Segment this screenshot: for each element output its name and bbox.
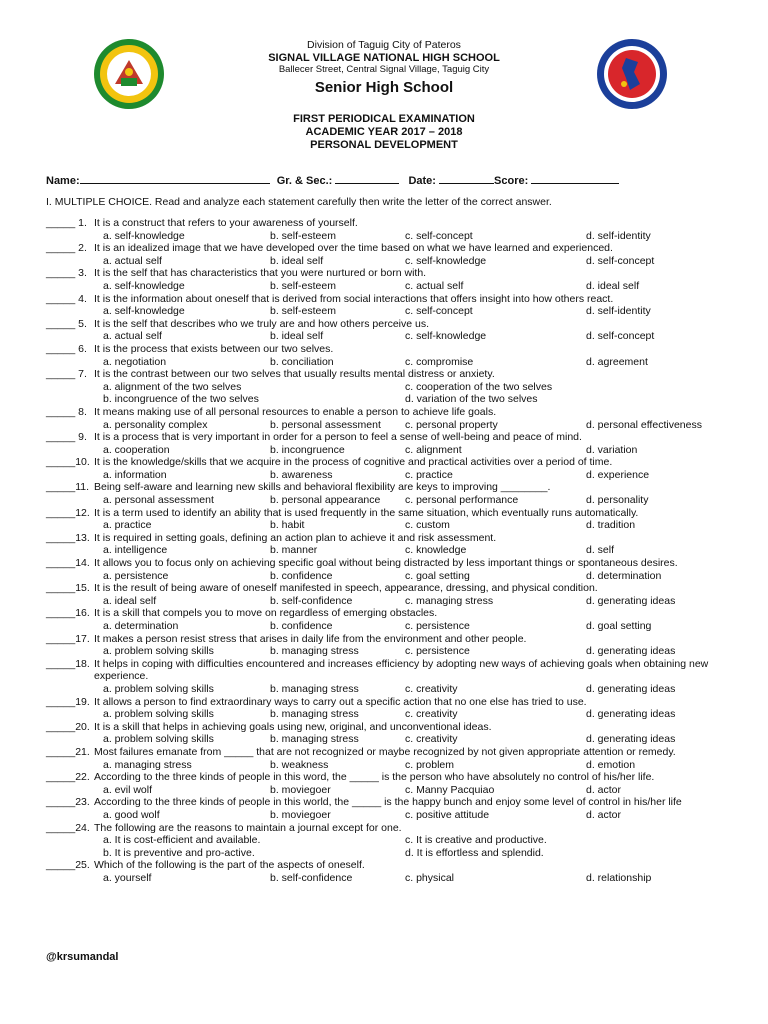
answer-options: [46, 733, 736, 746]
answer-option: c. goal setting: [405, 569, 470, 582]
school-address: Ballecer Street, Central Signal Village, Taguig City: [278, 64, 490, 75]
answer-option: b. personal assessment: [270, 418, 381, 431]
answer-options: [46, 759, 736, 772]
answer-option: c. custom: [405, 519, 450, 532]
answer-option: b. habit: [270, 519, 305, 532]
question-number[interactable]: _____11.: [46, 481, 90, 494]
question-text: According to the three kinds of people in this word, the _____ is the person who have absolutely no control of his/her life.: [94, 771, 655, 784]
answer-option: a. cooperation: [103, 443, 170, 456]
question-item: [46, 406, 736, 419]
grade-blank[interactable]: [335, 172, 399, 184]
answer-option: c. alignment: [405, 443, 462, 456]
answer-option: b. self-esteem: [270, 229, 336, 242]
answer-option: d. generating ideas: [586, 645, 676, 658]
answer-option: c. physical: [405, 871, 455, 884]
question-text: It allows you to focus only on achieving specific goal without being distracted by less important things or spontaneous desires.: [94, 557, 678, 570]
question-text: It is an idealized image that we have developed over the time based on what we have learned and experienced.: [94, 242, 613, 255]
question-number[interactable]: _____ 9.: [46, 431, 87, 444]
exam-title-line2: ACADEMIC YEAR 2017 – 2018: [305, 126, 463, 138]
answer-option: b. self-esteem: [270, 279, 336, 292]
question-number[interactable]: _____24.: [46, 821, 90, 834]
answer-option: a. yourself: [103, 871, 152, 884]
answer-option: d. self-concept: [586, 330, 655, 343]
question-text: It is the process that exists between our two selves.: [94, 342, 334, 355]
answer-option: c. creativity: [405, 682, 458, 695]
answer-option: c. practice: [405, 468, 453, 481]
answer-options: [46, 230, 736, 243]
answer-options: [46, 834, 736, 847]
answer-options: [46, 544, 736, 557]
answer-option: c. It is creative and productive.: [405, 834, 547, 847]
answer-option: b. managing stress: [270, 682, 359, 695]
question-number[interactable]: _____20.: [46, 720, 90, 733]
question-text: Being self-aware and learning new skills and behavioral flexibility are keys to improving ________.: [94, 481, 551, 494]
question-number[interactable]: _____ 2.: [46, 242, 87, 255]
question-item: [46, 582, 736, 595]
answer-option: c. creativity: [405, 708, 458, 721]
answer-options: [46, 708, 736, 721]
answer-option: a. evil wolf: [103, 783, 153, 796]
answer-option: b. conciliation: [270, 355, 334, 368]
answer-option: d. self-identity: [586, 229, 651, 242]
answer-option: a. practice: [103, 519, 152, 532]
question-number[interactable]: _____25.: [46, 859, 90, 872]
question-item: [46, 796, 736, 809]
answer-option: b. incongruence of the two selves: [103, 393, 259, 406]
answer-options: [46, 847, 736, 860]
question-item: [46, 532, 736, 545]
question-text: It is a skill that helps in achieving goals using new, original, and unconventional ideas.: [94, 720, 492, 733]
answer-option: c. personal property: [405, 418, 498, 431]
instructions: I. MULTIPLE CHOICE. Read and analyze each statement carefully then write the letter of the correct answer.: [46, 196, 552, 208]
watermark: @krsumandal: [46, 951, 119, 963]
answer-options: [46, 519, 736, 532]
answer-option: a. self-knowledge: [103, 229, 185, 242]
answer-option: d. actor: [586, 783, 622, 796]
answer-option: c. actual self: [405, 279, 464, 292]
answer-option: c. problem: [405, 758, 455, 771]
question-text: It makes a person resist stress that arises in daily life from the environment and other people.: [94, 632, 527, 645]
question-text: It is a term used to identify an ability that is used frequently in the same situation, which eventually runs automatically.: [94, 506, 639, 519]
answer-option: a. problem solving skills: [103, 733, 214, 746]
answer-option: b. manner: [270, 544, 318, 557]
answer-option: b. weakness: [270, 758, 329, 771]
answer-option: b. moviegoer: [270, 808, 331, 821]
answer-option: d. variation: [586, 443, 638, 456]
question-item: [46, 696, 736, 709]
question-item: [46, 481, 736, 494]
question-item: [46, 607, 736, 620]
question-item: [46, 217, 736, 230]
answer-option: b. It is preventive and pro-active.: [103, 846, 255, 859]
question-text: It is a skill that compels you to move on regardless of emerging obstacles.: [94, 607, 438, 620]
exam-title-line3: PERSONAL DEVELOPMENT: [310, 139, 458, 151]
answer-option: d. generating ideas: [586, 594, 676, 607]
answer-option: a. good wolf: [103, 808, 160, 821]
answer-option: a. self-knowledge: [103, 305, 185, 318]
question-number[interactable]: _____15.: [46, 582, 90, 595]
answer-option: a. information: [103, 468, 167, 481]
answer-option: d. self-identity: [586, 305, 651, 318]
answer-option: a. managing stress: [103, 758, 192, 771]
answer-option: b. managing stress: [270, 708, 359, 721]
answer-option: c. self-concept: [405, 305, 473, 318]
answer-options: [46, 419, 736, 432]
answer-option: b. ideal self: [270, 254, 324, 267]
question-number[interactable]: _____18.: [46, 657, 90, 670]
question-item: [46, 557, 736, 570]
answer-option: d. generating ideas: [586, 733, 676, 746]
answer-option: a. self-knowledge: [103, 279, 185, 292]
answer-option: a. It is cost-efficient and available.: [103, 834, 261, 847]
answer-option: b. confidence: [270, 620, 333, 632]
answer-options: [46, 645, 736, 658]
answer-options: [46, 872, 736, 885]
answer-option: d. determination: [586, 569, 662, 582]
question-text: It helps in coping with difficulties encountered and increases efficiency by adopting new ways of achieving goals when obtaining new experience.: [94, 657, 709, 683]
answer-options: [46, 255, 736, 268]
question-number[interactable]: _____22.: [46, 771, 90, 784]
question-item: [46, 456, 736, 469]
question-text: Which of the following is the part of the aspects of oneself.: [94, 859, 365, 872]
answer-option: d. actor: [586, 808, 622, 821]
name-blank[interactable]: [80, 172, 270, 184]
answer-options: [46, 469, 736, 482]
question-number[interactable]: _____13.: [46, 531, 90, 544]
answer-option: c. managing stress: [405, 594, 494, 607]
answer-option: d. personal effectiveness: [586, 418, 702, 431]
answer-options: [46, 570, 736, 583]
answer-option: c. compromise: [405, 355, 474, 368]
question-text: It is the result of being aware of oneself manifested in speech, appearance, dressing, and physical condition.: [94, 582, 598, 595]
answer-option: d. agreement: [586, 355, 648, 368]
question-number[interactable]: _____21.: [46, 745, 90, 758]
answer-option: a. personality complex: [103, 418, 208, 431]
answer-option: c. self-concept: [405, 229, 473, 242]
answer-options: [46, 356, 736, 369]
answer-option: b. self-confidence: [270, 871, 353, 884]
answer-option: d. emotion: [586, 758, 636, 771]
answer-option: a. problem solving skills: [103, 708, 214, 721]
answer-options: [46, 393, 736, 406]
question-item: [46, 267, 736, 280]
document-header: [0, 0, 768, 110]
question-text: It is the self that describes who we truly are and how others perceive us.: [94, 317, 430, 330]
answer-option: c. persistence: [405, 620, 470, 632]
question-text: It is a process that is very important in order for a person to feel a sense of well-being and peace of mind.: [94, 431, 582, 444]
question-text: It is the contrast between our two selves that usually results mental distress or anxiety.: [94, 368, 495, 381]
student-info-row: [46, 172, 726, 187]
question-text: According to the three kinds of people in this world, the _____ is the happy bunch and enjoy some level of control in his/her life: [94, 796, 682, 809]
answer-options: [46, 683, 736, 696]
question-number[interactable]: _____ 7.: [46, 368, 87, 381]
answer-options: [46, 444, 736, 457]
score-label: Score:: [494, 175, 529, 187]
answer-option: d. goal setting: [586, 620, 652, 632]
answer-option: b. managing stress: [270, 645, 359, 658]
question-text: The following are the reasons to maintain a journal except for one.: [94, 821, 402, 834]
answer-option: d. self-concept: [586, 254, 655, 267]
answer-option: c. self-knowledge: [405, 330, 487, 343]
question-number[interactable]: _____ 5.: [46, 317, 87, 330]
answer-option: c. creativity: [405, 733, 458, 746]
answer-option: b. moviegoer: [270, 783, 331, 796]
answer-option: d. generating ideas: [586, 708, 676, 721]
answer-option: c. persistence: [405, 645, 470, 658]
answer-options: [46, 620, 736, 633]
answer-option: a. actual self: [103, 330, 162, 343]
question-number[interactable]: _____ 3.: [46, 267, 87, 280]
answer-option: d. personality: [586, 494, 649, 507]
answer-option: b. incongruence: [270, 443, 345, 456]
question-text: It is the self that has characteristics that you were nurtured or born with.: [94, 267, 427, 280]
answer-option: b. self-esteem: [270, 305, 336, 318]
answer-option: a. determination: [103, 620, 179, 632]
answer-option: d. self: [586, 544, 615, 557]
question-number[interactable]: _____23.: [46, 796, 90, 809]
question-text: It allows a person to find extraordinary ways to carry out a specific action that no one else has tried to use.: [94, 695, 587, 708]
question-number[interactable]: _____17.: [46, 632, 90, 645]
question-item: [46, 242, 736, 255]
date-blank[interactable]: [439, 172, 494, 184]
answer-option: c. personal performance: [405, 494, 519, 507]
answer-option: b. ideal self: [270, 330, 324, 343]
question-number[interactable]: _____19.: [46, 695, 90, 708]
question-item: [46, 293, 736, 306]
answer-option: a. problem solving skills: [103, 682, 214, 695]
answer-options: [46, 305, 736, 318]
name-label: Name:: [46, 175, 80, 187]
answer-option: c. cooperation of the two selves: [405, 380, 553, 393]
answer-option: d. generating ideas: [586, 682, 676, 695]
answer-option: b. managing stress: [270, 733, 359, 746]
question-item: [46, 721, 736, 734]
answer-option: a. personal assessment: [103, 494, 214, 507]
grade-label: Gr. & Sec.:: [276, 175, 333, 187]
department-title: Senior High School: [314, 79, 454, 96]
question-number[interactable]: _____12.: [46, 506, 90, 519]
answer-option: b. confidence: [270, 569, 333, 582]
question-item: [46, 343, 736, 356]
answer-options: [46, 595, 736, 608]
answer-options: [46, 280, 736, 293]
question-list: [46, 217, 736, 884]
question-item: [46, 859, 736, 872]
answer-option: d. tradition: [586, 519, 636, 532]
question-text: It means making use of all personal resources to enable a person to achieve life goals.: [94, 405, 497, 418]
answer-option: a. problem solving skills: [103, 645, 214, 658]
answer-option: a. intelligence: [103, 544, 168, 557]
question-text: It is required in setting goals, defining an action plan to achieve it and risk assessment.: [94, 531, 497, 544]
answer-options: [46, 494, 736, 507]
answer-options: [46, 330, 736, 343]
answer-option: c. self-knowledge: [405, 254, 487, 267]
date-label: Date:: [408, 175, 436, 187]
answer-option: a. alignment of the two selves: [103, 380, 242, 393]
division-name: Division of Taguig City of Pateros: [307, 39, 461, 51]
question-item: [46, 368, 736, 381]
question-text: It is the information about oneself that is derived from social interactions that offers insight into how others react.: [94, 292, 614, 305]
question-item: [46, 771, 736, 784]
answer-option: d. It is effortless and splendid.: [405, 846, 544, 859]
question-number[interactable]: _____ 8.: [46, 405, 87, 418]
answer-option: d. ideal self: [586, 279, 640, 292]
answer-option: a. actual self: [103, 254, 162, 267]
question-item: [46, 431, 736, 444]
score-blank[interactable]: [531, 172, 619, 184]
answer-option: a. ideal self: [103, 594, 157, 607]
question-item: [46, 658, 736, 683]
question-number[interactable]: _____ 6.: [46, 342, 87, 355]
question-text: Most failures emanate from _____ that are not recognized or maybe recognized by not given appropriate attention or remedy.: [94, 745, 676, 758]
answer-option: c. positive attitude: [405, 808, 490, 821]
question-item: [46, 633, 736, 646]
answer-option: d. relationship: [586, 871, 652, 884]
answer-option: a. persistence: [103, 569, 169, 582]
answer-option: b. awareness: [270, 468, 333, 481]
question-item: [46, 507, 736, 520]
answer-option: a. negotiation: [103, 355, 167, 368]
school-name: SIGNAL VILLAGE NATIONAL HIGH SCHOOL: [268, 52, 500, 64]
question-number[interactable]: _____14.: [46, 557, 90, 570]
question-text: It is a construct that refers to your awareness of yourself.: [94, 217, 358, 229]
answer-option: d. experience: [586, 468, 650, 481]
exam-title-line1: FIRST PERIODICAL EXAMINATION: [293, 113, 475, 125]
question-text: It is the knowledge/skills that we acquire in the process of cognitive and practical activities over a period of time.: [94, 456, 613, 469]
question-number[interactable]: _____ 4.: [46, 292, 87, 305]
answer-option: d. variation of the two selves: [405, 393, 538, 406]
question-number[interactable]: _____16.: [46, 607, 90, 620]
answer-options: [46, 809, 736, 822]
answer-option: c. Manny Pacquiao: [405, 783, 495, 796]
question-number[interactable]: _____ 1.: [46, 217, 87, 229]
answer-option: c. knowledge: [405, 544, 467, 557]
question-item: [46, 318, 736, 331]
question-item: [46, 822, 736, 835]
question-item: [46, 746, 736, 759]
answer-option: b. self-confidence: [270, 594, 353, 607]
answer-option: b. personal appearance: [270, 494, 381, 507]
answer-options: [46, 784, 736, 797]
exam-title: [0, 113, 768, 152]
question-number[interactable]: _____10.: [46, 456, 90, 469]
answer-options: [46, 381, 736, 394]
